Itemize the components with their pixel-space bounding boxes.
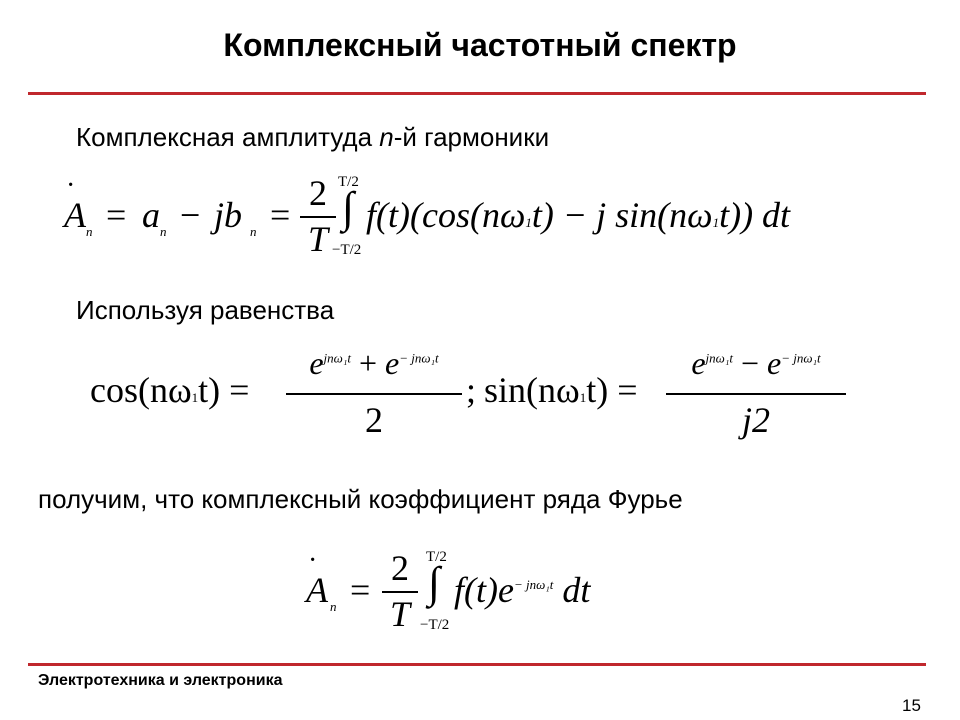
f3-integrand-a: f(t)e <box>454 570 514 610</box>
f1-int-lower: −T/2 <box>332 242 362 258</box>
f2-cos-plus: + <box>358 345 377 381</box>
f2-cos-bar <box>286 393 462 395</box>
f3-integrand <box>454 569 590 611</box>
formula-amplitude <box>64 170 884 270</box>
f2-cos-a: cos(nω <box>90 370 192 410</box>
f1-omega-sub: 1 <box>525 215 532 230</box>
integral-icon-2: ∫ <box>428 558 441 607</box>
f1-lhs: A <box>64 195 86 235</box>
f2-sin-e2-exp: − jnω₁t <box>781 350 821 366</box>
f1-eq1: = <box>106 195 127 235</box>
line1-suffix: -й гармоники <box>393 122 550 152</box>
page-number: 15 <box>902 696 921 715</box>
f2-sin-den: j2 <box>741 400 770 440</box>
dot-accent-2: · <box>308 545 318 576</box>
f2-sin-e1: e <box>691 345 706 381</box>
top-divider <box>28 92 926 95</box>
f1-minus: − <box>180 195 201 235</box>
f1-frac-num: 2 <box>309 173 327 213</box>
f2-sin-lhs <box>484 369 638 411</box>
dot-accent: · <box>66 170 76 201</box>
f1-integrand-a: f(t)(cos(nω <box>366 195 526 235</box>
f2-sin-a: sin(nω <box>484 370 580 410</box>
f2-cos-e1-exp: jnω₁t <box>323 350 351 366</box>
f1-integrand-b: t) − j sin(nω <box>531 195 713 235</box>
f2-cos-e1: e <box>309 345 324 381</box>
formula-coefficient <box>306 545 666 645</box>
f3-lhs: A <box>306 570 328 610</box>
f3-eq: = <box>350 570 371 610</box>
f1-a-sub: n <box>160 224 167 239</box>
f2-cos-e2-exp: − jnω₁t <box>399 350 439 366</box>
f2-sin-sub: 1 <box>579 390 587 405</box>
f2-cos-b: t) = <box>198 370 250 410</box>
f2-sin-minus: − <box>740 345 759 381</box>
integral-icon: ∫ <box>342 183 355 232</box>
f3-dt: dt <box>562 570 591 610</box>
f3-lhs-sub: n <box>330 599 337 614</box>
footer-course-title: Электротехника и электроника <box>38 672 283 689</box>
f1-integrand-c: t)) dt <box>719 195 791 235</box>
f3-int-upper: T/2 <box>426 549 447 565</box>
f2-sin-numerator <box>666 345 846 382</box>
text-complex-amplitude <box>76 122 549 153</box>
line1-n: n <box>379 122 394 152</box>
f2-cos-e2: e <box>385 345 400 381</box>
f1-eq2: = <box>270 195 291 235</box>
f2-sin-b: t) = <box>586 370 638 410</box>
f2-sep: ; <box>466 370 477 410</box>
f1-int-upper: T/2 <box>338 174 359 190</box>
f2-cos-sub: 1 <box>191 390 199 405</box>
f1-lhs-sub: n <box>86 224 93 239</box>
formula-euler <box>90 345 870 450</box>
f1-omega-sub2: 1 <box>712 215 720 230</box>
f3-exp: − jnω₁t <box>513 577 554 592</box>
f2-sin-bar <box>666 393 846 395</box>
bottom-divider <box>28 663 926 666</box>
slide-title: Комплексный частотный спектр <box>223 27 737 63</box>
text-using-identities: Используя равенства <box>76 295 335 325</box>
f2-cos-lhs <box>90 369 249 411</box>
f1-a: a <box>142 195 160 235</box>
text-fourier-coefficient: получим, что комплексный коэффициент ряда Фурье <box>38 484 683 514</box>
f2-cos-numerator <box>286 345 462 382</box>
f2-sin-e1-exp: jnω₁t <box>705 350 733 366</box>
f3-frac-num: 2 <box>391 548 409 588</box>
f3-int-lower: −T/2 <box>420 617 450 633</box>
f3-frac-den: T <box>389 594 411 634</box>
f1-jb: jb <box>214 195 243 235</box>
f1-frac-den: T <box>307 219 329 259</box>
f2-sin-e2: e <box>767 345 782 381</box>
f2-cos-den: 2 <box>365 400 383 440</box>
line1-prefix: Комплексная амплитуда <box>76 122 380 152</box>
f1-integrand <box>366 194 790 236</box>
f1-jb-sub: n <box>250 224 257 239</box>
